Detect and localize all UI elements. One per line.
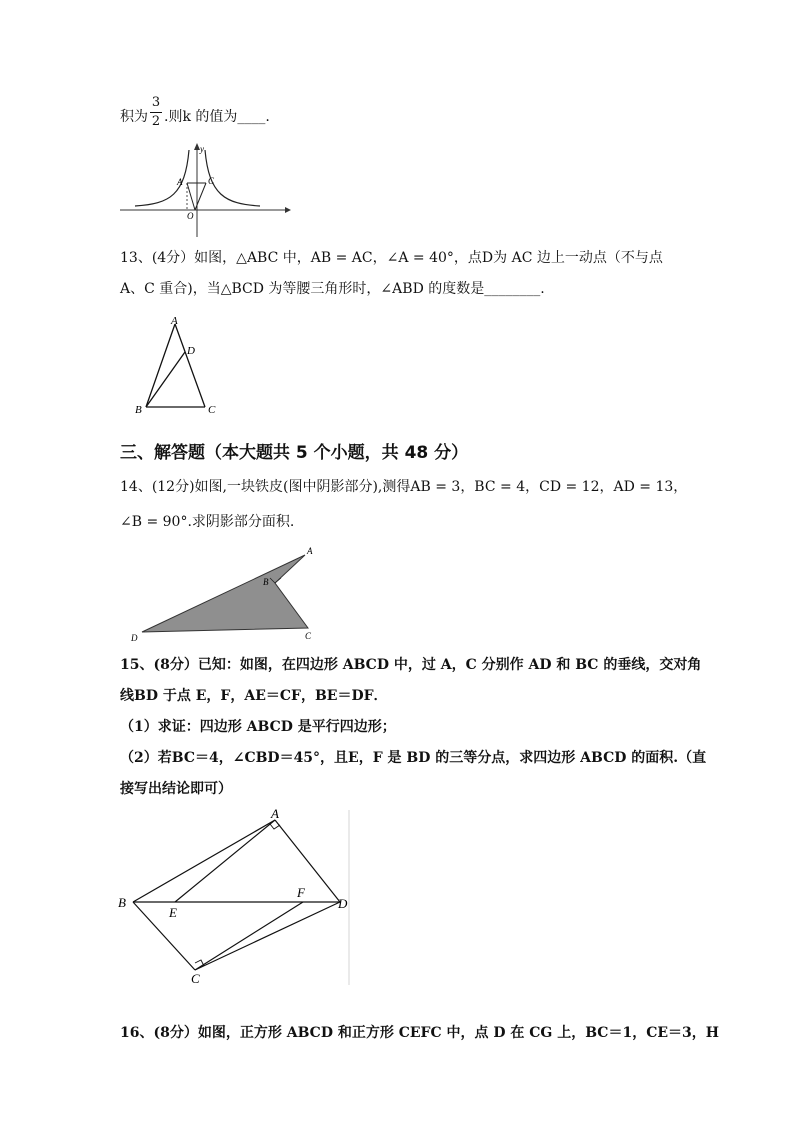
q15-line1: 15、(8分）已知：如图，在四边形 ABCD 中，过 A，C 分别作 AD 和 BC 的垂线，交对角 [120, 657, 702, 673]
section-3-heading: 三、解答题（本大题共 5 个小题，共 48 分） [120, 443, 469, 463]
q12-text [120, 107, 270, 127]
fig15-label-B: B [118, 895, 126, 910]
fig14-label-D: D [131, 633, 138, 643]
q16-line1: 16、(8分）如图，正方形 ABCD 和正方形 CEFC 中，点 D 在 CG 上，BC＝1，CE＝3，H [120, 1025, 719, 1041]
q15-line2: 线BD 于点 E，F，AE＝CF，BE＝DF． [120, 688, 388, 704]
fig15-side-BA [133, 820, 275, 902]
fig13-label-A: A [171, 315, 178, 327]
q15-part1: （1）求证：四边形 ABCD 是平行四边形； [120, 719, 396, 735]
fig12-label-O: O [187, 211, 194, 221]
q15-part2-line2: 接写出结论即可） [120, 781, 232, 797]
q12-prefix: 积为 [120, 109, 148, 125]
fig15-label-A: A [271, 806, 279, 821]
fig13-segment-BD [146, 352, 185, 407]
q13-line2: A、C 重合)，当△BCD 为等腰三角形时，∠ABD 的度数是________. [120, 281, 545, 297]
fig15-label-D: D [338, 896, 348, 911]
q15-part2-line1: （2）若BC＝4，∠CBD＝45°，且E，F 是 BD 的三等分点，求四边形 ABCD 的面积.（直 [120, 750, 707, 766]
fig15-parallelogram [113, 805, 363, 990]
q14-line2: ∠B = 90°.求阴影部分面积. [120, 514, 295, 530]
q12-suffix: .则k 的值为____. [164, 109, 270, 125]
fig13-label-C: C [208, 404, 216, 416]
q12-frac-denominator: 2 [151, 114, 161, 129]
fig13-label-B: B [135, 404, 142, 416]
fig14-shaded-figure [125, 545, 335, 645]
fig14-label-A: A [307, 546, 313, 556]
fig15-side-AD [275, 820, 340, 902]
fig13-side-AB [146, 324, 175, 407]
fig12-x-arrow [285, 207, 291, 213]
fig14-label-B: B [263, 577, 269, 587]
fig12-label-y: y [200, 144, 204, 154]
fig15-label-E: E [169, 905, 177, 920]
q12-fraction [150, 95, 162, 130]
fig15-label-F: F [297, 885, 305, 900]
q12-frac-numerator: 3 [151, 95, 161, 110]
fig12-label-A: A [177, 177, 183, 187]
fig15-segment-AE [175, 820, 275, 902]
fig13-side-AC [175, 324, 205, 407]
fig15-side-CB [133, 902, 195, 970]
fig15-segment-CF [195, 902, 303, 970]
q12-frac-bar [150, 112, 162, 113]
fig15-label-C: C [191, 971, 200, 986]
fig14-shaded-region [142, 555, 308, 632]
fig12-segment-AO [187, 183, 195, 210]
fig14-label-C: C [305, 631, 312, 641]
fig12-hyperbola-graph [115, 140, 295, 240]
fig12-label-C: C [208, 176, 215, 186]
fig13-triangle [130, 312, 240, 422]
q13-line1: 13、(4分）如图，△ABC 中，AB = AC，∠A = 40°，点D为 AC 边上一动点（不与点 [120, 250, 663, 266]
fig15-side-DC [195, 902, 340, 970]
fig13-label-D: D [187, 345, 195, 357]
q14-line1: 14、(12分)如图,一块铁皮(图中阴影部分),测得AB = 3，BC = 4，CD = 12，AD = 13， [120, 479, 688, 495]
